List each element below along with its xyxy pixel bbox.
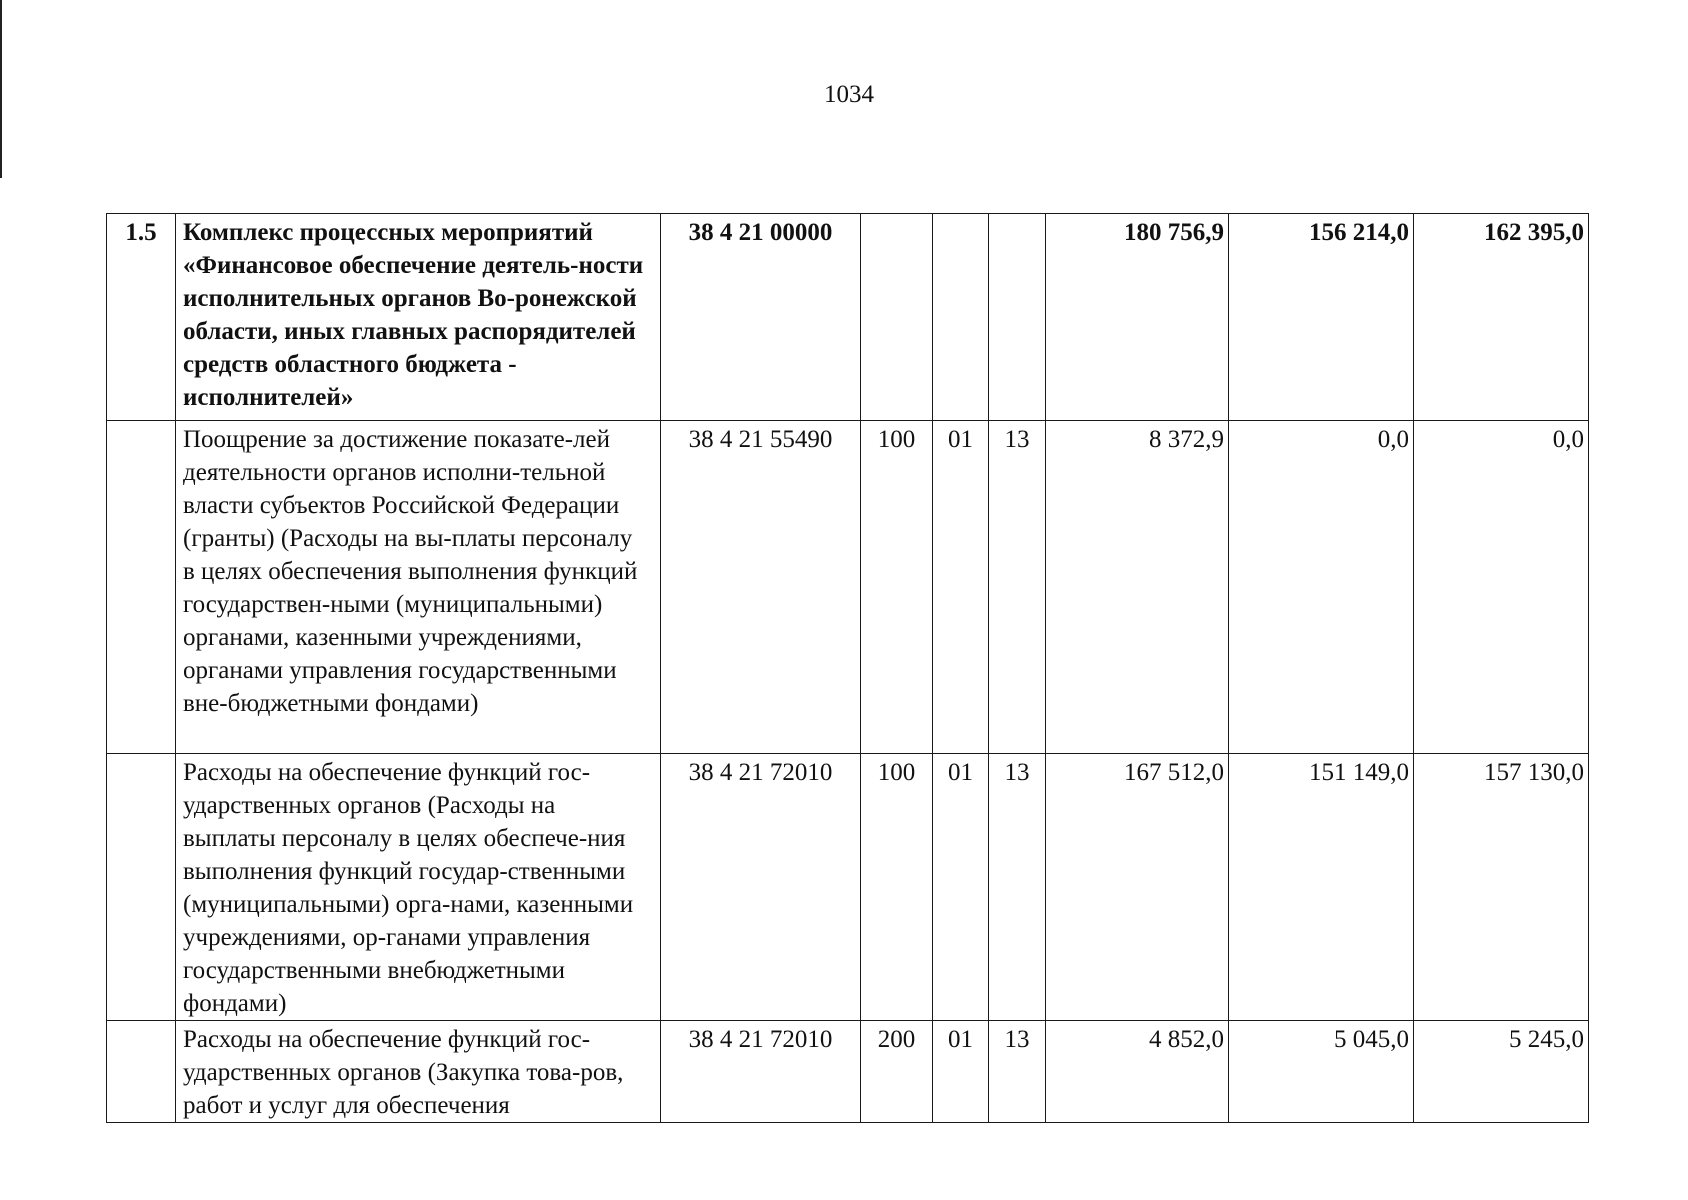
amount-year-2: 0,0 bbox=[1229, 421, 1414, 754]
subsection: 13 bbox=[989, 421, 1046, 754]
amount-year-2: 156 214,0 bbox=[1229, 214, 1414, 421]
subsection: 13 bbox=[989, 1021, 1046, 1123]
amount-year-2: 151 149,0 bbox=[1229, 754, 1414, 1021]
table-row bbox=[107, 754, 1589, 1021]
section: 01 bbox=[933, 754, 989, 1021]
target-article-code: 38 4 21 72010 bbox=[661, 754, 861, 1021]
table-row bbox=[107, 214, 1589, 421]
amount-year-2: 5 045,0 bbox=[1229, 1021, 1414, 1123]
budget-table bbox=[106, 213, 1589, 1123]
row-number: 1.5 bbox=[107, 214, 176, 421]
amount-year-3: 157 130,0 bbox=[1414, 754, 1589, 1021]
section: 01 bbox=[933, 1021, 989, 1123]
row-number bbox=[107, 421, 176, 754]
amount-year-1: 180 756,9 bbox=[1046, 214, 1229, 421]
target-article-code: 38 4 21 00000 bbox=[661, 214, 861, 421]
section: 01 bbox=[933, 421, 989, 754]
section bbox=[933, 214, 989, 421]
amount-year-1: 167 512,0 bbox=[1046, 754, 1229, 1021]
subsection: 13 bbox=[989, 754, 1046, 1021]
expense-type: 100 bbox=[861, 421, 933, 754]
target-article-code: 38 4 21 55490 bbox=[661, 421, 861, 754]
amount-year-1: 4 852,0 bbox=[1046, 1021, 1229, 1123]
row-name: Расходы на обеспечение функций гос-ударственных органов (Расходы на выплаты персоналу в целях обеспече-ния выполнения функций государ-ственными (муниципальными) орга-нами, казенными учреждениями, ор-ганами управления государственными внебюджетными фондами) bbox=[176, 754, 661, 1021]
row-name: Расходы на обеспечение функций гос-ударственных органов (Закупка това-ров, работ и услуг для обеспечения bbox=[176, 1021, 661, 1123]
row-name: Комплекс процессных мероприятий «Финансовое обеспечение деятель-ности исполнительных органов Во-ронежской области, иных главных распорядителей средств областного бюджета - исполнителей» bbox=[176, 214, 661, 421]
row-number bbox=[107, 1021, 176, 1123]
page-number: 1034 bbox=[824, 81, 874, 108]
expense-type: 100 bbox=[861, 754, 933, 1021]
row-number bbox=[107, 754, 176, 1021]
amount-year-3: 162 395,0 bbox=[1414, 214, 1589, 421]
table-row bbox=[107, 421, 1589, 754]
row-name: Поощрение за достижение показате-лей деятельности органов исполни-тельной власти субъектов Российской Федерации (гранты) (Расходы на вы-платы персоналу в целях обеспечения выполнения функций государствен-ными (муниципальными) органами, казенными учреждениями, органами управления государственными вне-бюджетными фондами) bbox=[176, 421, 661, 754]
expense-type bbox=[861, 214, 933, 421]
expense-type: 200 bbox=[861, 1021, 933, 1123]
target-article-code: 38 4 21 72010 bbox=[661, 1021, 861, 1123]
subsection bbox=[989, 214, 1046, 421]
amount-year-1: 8 372,9 bbox=[1046, 421, 1229, 754]
amount-year-3: 5 245,0 bbox=[1414, 1021, 1589, 1123]
amount-year-3: 0,0 bbox=[1414, 421, 1589, 754]
table-row bbox=[107, 1021, 1589, 1123]
